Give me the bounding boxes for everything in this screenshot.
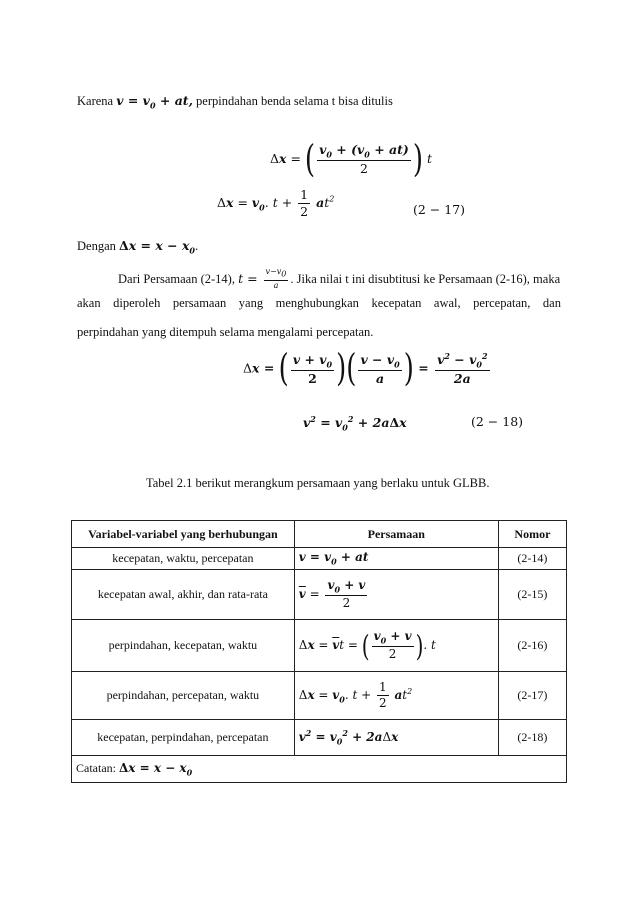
row-variables: perpindahan, kecepatan, waktu [72, 620, 295, 672]
displacement-equation-average: Δx = ( $\frac{v_0 + (v_0 + at)}{2}$ ) t [270, 137, 432, 182]
table-note [72, 756, 567, 783]
paragraph-2-line1 [118, 268, 560, 291]
note-label: Catatan: [76, 760, 119, 775]
row-variables: kecepatan, waktu, percepatan [72, 548, 295, 570]
table-row [72, 570, 567, 620]
header-equation: Persamaan [294, 521, 498, 548]
dengan-equation: $\Delta x = x - x_0$ [119, 238, 195, 256]
row-number: (2-16) [498, 620, 566, 672]
row-equation: $v^2 = v_0^2 + 2a\Delta x$ [294, 720, 498, 756]
row-number: (2-14) [498, 548, 566, 570]
table-row [72, 548, 567, 570]
note-equation: $\Delta x = x - x_0$ [118, 760, 193, 778]
header-number: Nomor [498, 521, 566, 548]
row-equation: $\overline{v}$ = $\frac{v_0 + v}{2}$ [294, 570, 498, 620]
equation-number-2-17: (2 − 17) [413, 202, 466, 217]
header-variables: Variabel-variabel yang berhubungan [72, 521, 295, 548]
intro-prefix: Karena [77, 94, 117, 108]
table-row [72, 620, 567, 672]
intro-line [77, 93, 393, 111]
para2-line1-a: Dari Persamaan (2-14), [118, 272, 235, 287]
intro-equation: $v = v_0$ + at, [116, 93, 193, 111]
row-variables: perpindahan, percepatan, waktu [72, 672, 295, 720]
table-row [72, 720, 567, 756]
table-header-row [72, 521, 567, 548]
table-row [72, 672, 567, 720]
row-equation: $v = v_0$ + at [294, 548, 498, 570]
table-note-row [72, 756, 567, 783]
row-equation: $\Delta x = v_0$. t + $\frac{1}{2}$ $at^2$ [294, 672, 498, 720]
row-number: (2-17) [498, 672, 566, 720]
paragraph-2-line2: akan diperoleh persamaan yang menghubungkan kecepatan awal, percepatan, dan [77, 296, 561, 310]
row-equation: $\Delta x = \overline{v}t$ = ( $\frac{v_0 + v}{2}$ ). t [294, 620, 498, 672]
para2-line1-b: . Jika nilai t ini disubtitusi ke Persamaan (2-16), maka [290, 272, 561, 287]
table-caption: Tabel 2.1 berikut merangkum persamaan yang berlaku untuk GLBB. [146, 476, 490, 490]
time-expression: t = $\frac{v-v_0}{a}$ [238, 267, 287, 291]
intro-suffix: perpindahan benda selama t bisa ditulis [192, 94, 393, 108]
row-number: (2-18) [498, 720, 566, 756]
dengan-line: Dengan $\Delta x = x - x_0$. [77, 238, 199, 256]
displacement-equation-derivation: Δx = ( $\frac{v + v_0}{2}$ )( $\frac{v - v_0}{a}$ ) = $\frac{v^2 - v_0^2}{2a}$ [243, 347, 488, 391]
glbb-equation-table [71, 520, 567, 783]
paragraph-2-line3: perpindahan yang ditempuh selama mengalami percepatan. [77, 325, 374, 339]
equation-2-18: $v^2 = v_0^2 + 2a\Delta x$ [303, 414, 407, 433]
row-variables: kecepatan, perpindahan, percepatan [72, 720, 295, 756]
equation-2-17: $\Delta x = v_0$. t + $\frac{1}{2}$ $at^2$ [217, 187, 335, 219]
row-number: (2-15) [498, 570, 566, 620]
dengan-prefix: Dengan [77, 239, 119, 253]
row-variables: kecepatan awal, akhir, dan rata-rata [72, 570, 295, 620]
equation-number-2-18: (2 − 18) [471, 414, 524, 429]
